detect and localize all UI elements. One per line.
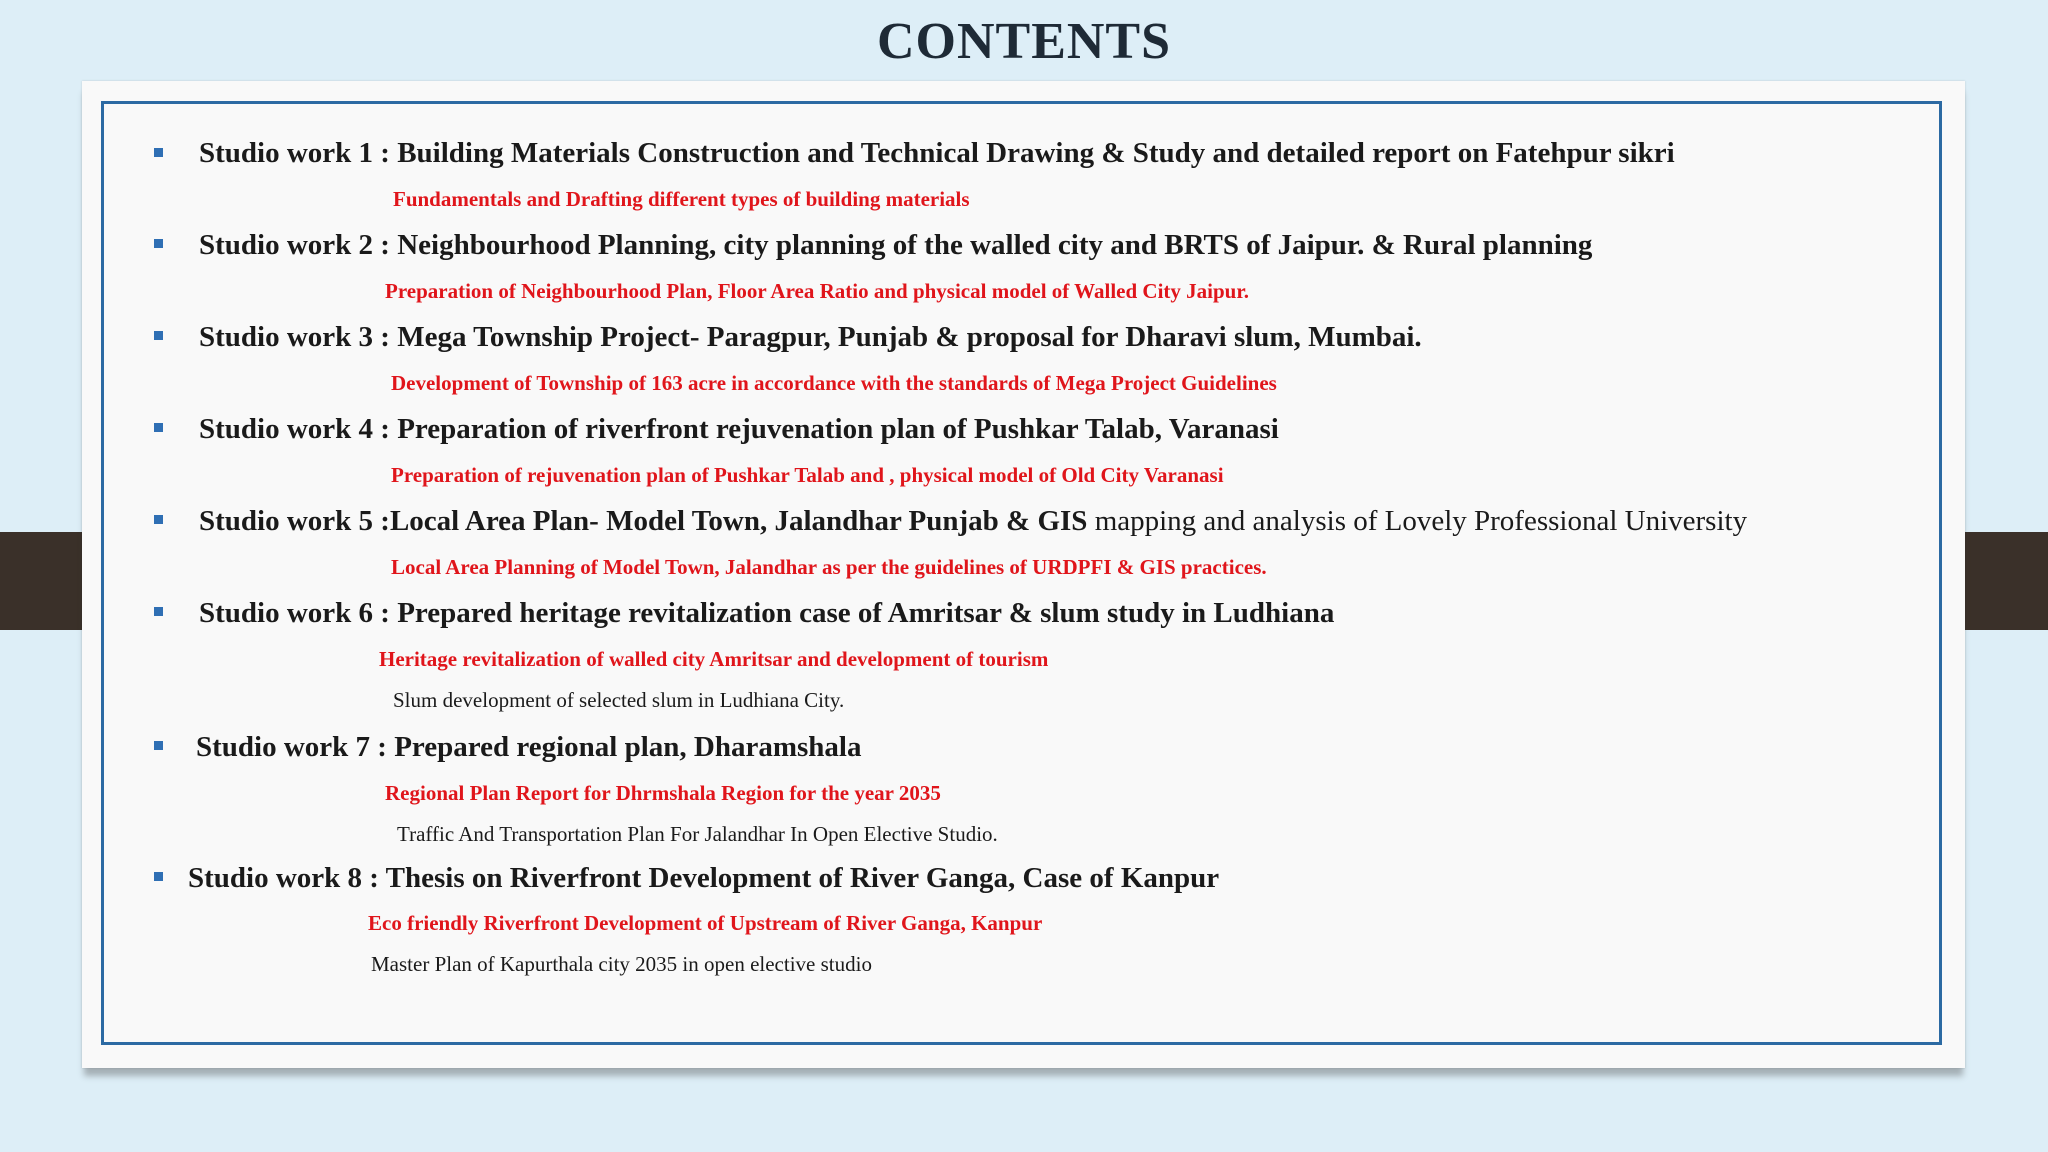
studio-work-6-subtitle: Heritage revitalization of walled city Amritsar and development of tourism xyxy=(379,647,1049,671)
studio-work-3-heading xyxy=(199,319,1422,355)
bullet-icon xyxy=(154,872,163,881)
studio-work-2-heading xyxy=(199,227,1592,263)
heading-text: Studio work 2 : Neighbourhood Planning, city planning of the walled city and BRTS of Jaipur. & Rural planning xyxy=(199,229,1593,261)
studio-work-7-heading xyxy=(196,729,861,765)
studio-work-8-subtitle: Eco friendly Riverfront Development of Upstream of River Ganga, Kanpur xyxy=(368,911,1043,935)
studio-work-5-heading xyxy=(199,503,1747,539)
bullet-icon xyxy=(154,148,163,157)
studio-work-4-heading xyxy=(199,411,1279,447)
bullet-icon xyxy=(154,741,163,750)
heading-text: Studio work 3 : Mega Township Project- Paragpur, Punjab & proposal for Dharavi slum, Mumbai. xyxy=(199,321,1422,353)
studio-work-4-subtitle: Preparation of rejuvenation plan of Pushkar Talab and , physical model of Old City Varanasi xyxy=(391,463,1224,487)
studio-work-3-subtitle: Development of Township of 163 acre in accordance with the standards of Mega Project Guidelines xyxy=(391,371,1277,395)
studio-work-8-heading xyxy=(188,860,1219,896)
studio-work-1-subtitle: Fundamentals and Drafting different types of building materials xyxy=(393,187,970,211)
heading-text: Studio work 5 :Local Area Plan- Model Town, Jalandhar Punjab & GIS xyxy=(199,505,1088,537)
studio-work-7-note: Traffic And Transportation Plan For Jalandhar In Open Elective Studio. xyxy=(397,822,998,846)
heading-text: Studio work 6 : Prepared heritage revitalization case of Amritsar & slum study in Ludhiana xyxy=(199,597,1335,629)
studio-work-2-subtitle: Preparation of Neighbourhood Plan, Floor Area Ratio and physical model of Walled City Jaipur. xyxy=(385,279,1249,303)
bullet-icon xyxy=(154,423,163,432)
bullet-icon xyxy=(154,239,163,248)
heading-text: Studio work 8 : Thesis on Riverfront Development of River Ganga, Case of Kanpur xyxy=(188,862,1220,894)
studio-work-8-note: Master Plan of Kapurthala city 2035 in open elective studio xyxy=(371,952,872,976)
heading-text: Studio work 4 : Preparation of riverfront rejuvenation plan of Pushkar Talab, Varanasi xyxy=(199,413,1279,445)
studio-work-6-heading xyxy=(199,595,1334,631)
page-title: CONTENTS xyxy=(876,13,1172,70)
studio-work-6-note: Slum development of selected slum in Ludhiana City. xyxy=(393,688,845,712)
bullet-icon xyxy=(154,331,163,340)
studio-work-5-subtitle: Local Area Planning of Model Town, Jalandhar as per the guidelines of URDPFI & GIS practices. xyxy=(391,555,1267,579)
heading-text: Studio work 7 : Prepared regional plan, Dharamshala xyxy=(196,731,862,763)
heading-continuation: mapping and analysis of Lovely Professional University xyxy=(1087,505,1748,537)
bullet-icon xyxy=(154,607,163,616)
bullet-icon xyxy=(154,515,163,524)
studio-work-7-subtitle: Regional Plan Report for Dhrmshala Region for the year 2035 xyxy=(385,781,941,805)
studio-work-1-heading xyxy=(199,135,1675,171)
heading-text: Studio work 1 : Building Materials Construction and Technical Drawing & Study and detailed report on Fatehpur sikri xyxy=(199,137,1675,169)
